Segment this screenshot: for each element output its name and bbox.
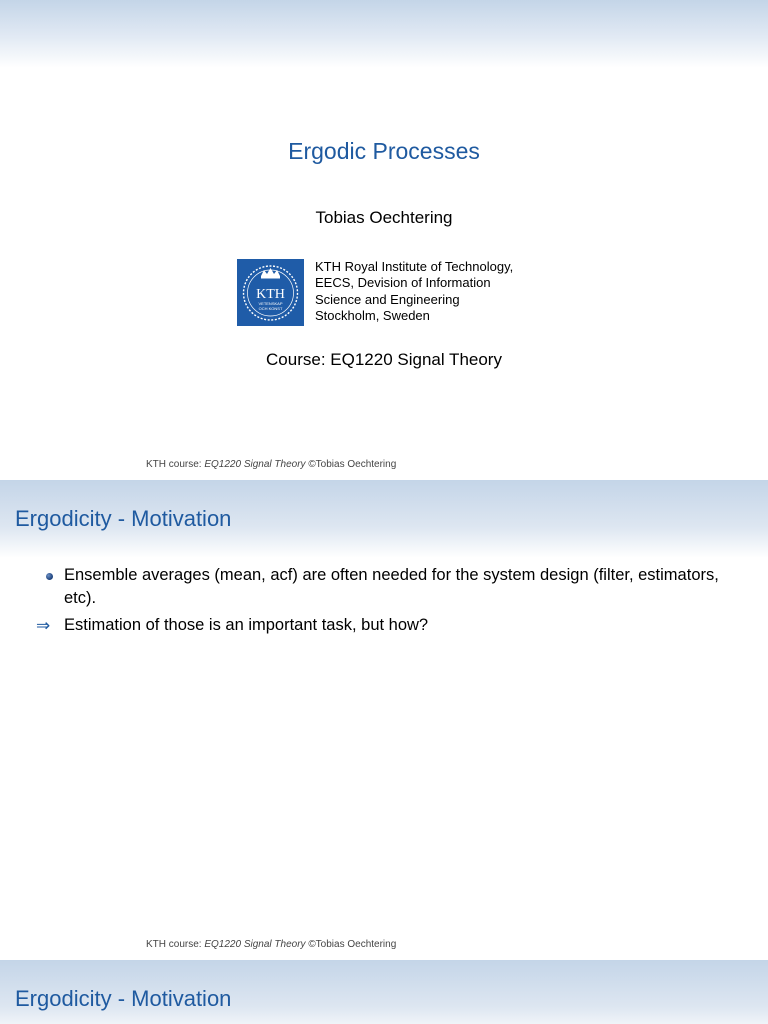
- footer-copyright: ©Tobias Oechtering: [308, 939, 397, 950]
- frame-title: Ergodicity - Motivation: [15, 506, 232, 531]
- affiliation-text: [315, 259, 555, 324]
- list-item: [36, 614, 736, 637]
- frame-title: Ergodicity - Motivation: [15, 986, 232, 1011]
- affiliation-line: KTH Royal Institute of Technology,: [315, 259, 514, 274]
- footer-course: EQ1220 Signal Theory: [204, 939, 306, 950]
- course-name: Course: EQ1220 Signal Theory: [266, 350, 502, 369]
- list-item-text: Ensemble averages (mean, acf) are often needed for the system design (filter, estimators, etc).: [64, 566, 719, 607]
- logo-subtext-1: VETENSKAP: [258, 301, 283, 306]
- footer-copyright: ©Tobias Oechtering: [308, 459, 397, 470]
- footer-course: EQ1220 Signal Theory: [204, 459, 306, 470]
- affiliation-line: Science and Engineering: [315, 291, 460, 307]
- presentation-title: Ergodic Processes: [288, 138, 480, 164]
- motivation-slide-2: [0, 960, 768, 1024]
- motivation-slide: [0, 480, 768, 960]
- implies-arrow-icon: ⇒: [36, 616, 51, 635]
- footer-prefix: KTH course:: [146, 939, 205, 950]
- kth-logo: [237, 259, 304, 326]
- author-name: Tobias Oechtering: [315, 208, 453, 227]
- logo-subtext-2: OCH KONST: [258, 306, 283, 311]
- slide-footer: [146, 459, 396, 470]
- kth-crest-icon: [237, 259, 304, 326]
- bullet-icon: [46, 573, 53, 580]
- title-slide: [0, 0, 768, 480]
- bullet-list: [36, 564, 736, 641]
- list-item-text: Estimation of those is an important task, but how?: [64, 616, 429, 634]
- header-band: [0, 0, 768, 68]
- affiliation-line: EECS, Devision of Information: [315, 275, 491, 291]
- logo-text: KTH: [256, 287, 285, 302]
- list-item: [36, 564, 736, 610]
- affiliation-line: Stockholm, Sweden: [315, 307, 430, 323]
- slide-footer: [146, 939, 396, 950]
- footer-prefix: KTH course:: [146, 459, 205, 470]
